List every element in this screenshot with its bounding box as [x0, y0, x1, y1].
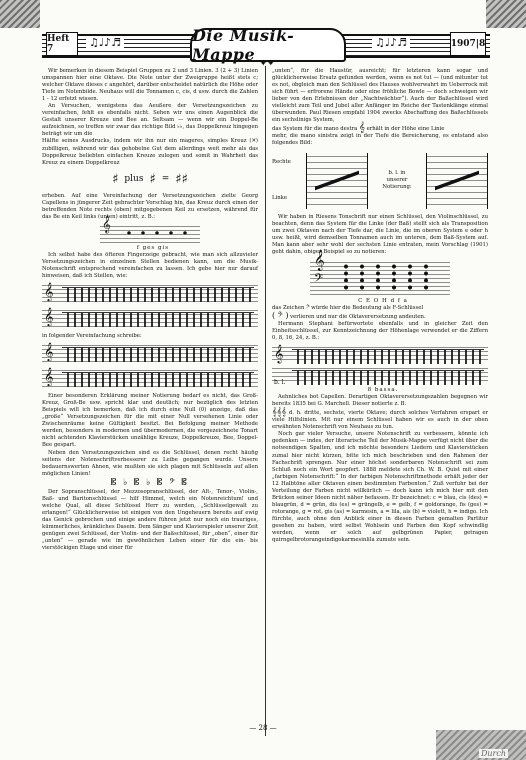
stephani-example [272, 344, 488, 387]
music-staff [42, 283, 258, 305]
page-number: — 28 — [249, 724, 277, 732]
marchell-staff-icon: 𝄞𝄞𝄞 [272, 407, 287, 417]
music-example-simplified [42, 343, 258, 390]
paragraph: mehr, die mano sinistra zeigt in der Tiefe die Bereicherung, es entstand also folgendes Bild: [272, 133, 488, 147]
right-column [272, 68, 488, 544]
treble-clef-icon: 𝄞 [358, 122, 365, 134]
riesen-system-illustration [272, 151, 488, 211]
notes-run [292, 349, 484, 364]
treble-clef-icon: 𝄞 [274, 344, 284, 364]
music-staff [42, 343, 258, 365]
paragraph: Hälfte seines Ausdrucks, indem wir ihn nur ein mageres, simples Kreuz (✕) zubilligen, während wir das gehobelne Gut dem allerdings weit mehr als das Doppelkreuz beliebten einfachen Kreuze zulegen und somit in Wahrheit das Kreuz zu einem Doppelkreuz [42, 138, 258, 166]
formula-part: = [161, 174, 170, 185]
staff-caption: C E O H d f a [358, 297, 408, 304]
paragraph [272, 408, 488, 431]
paragraph: Aehnliches bot Capellen. Derartigen Oktaverersetzungszahlen begegnen wir bereits 1835 bei G. Marchell. Dieser notierte z. B. [272, 394, 488, 408]
bracket-icon: ( 𝄢 ) [272, 310, 289, 320]
paragraph: erheben. Auf eine Vereinfachung der Versetzungszeichen zielte Georg Capellens in jüngerer Zeit gebrachter Vorschlag hin, das Kreuz durch einen der betreffenden Note rechts (oben) mitgegebenen Keil zu ersetzen, während für das Be ein Keil links (unten) eintritt, z. B.: [42, 192, 258, 220]
staff-caption: f ges gis [136, 244, 170, 251]
notes-run [62, 372, 254, 387]
scan-corner-bottom-right [436, 730, 526, 760]
formula-part: ♯♯ [175, 172, 188, 188]
formula-part: ♯ [149, 172, 156, 188]
inline-text: das System für die mano destra [272, 126, 358, 133]
music-staff [272, 366, 488, 387]
paragraph: An Versuchen, wenigstens das Aeußere der Versetzungszeichen zu vereinfachen, fehlt es ebenfalls nicht. Sehen wir uns einen Augenblick die Gestalt unserer Kreuze und Bee an. Seltsam — wenn wir ein Doppel-Be aufzeichnen, so treffen wir zwar das richtige Bild ♭♭, das Doppelkreuz hingegen beträgt wir um die [42, 103, 258, 138]
paragraph: Noch gar vieler Versuche, unsere Notenschrift zu verbessern, könnte ich gedenken — indes, der literarische Teil der Musik-Mappe verfügt nicht über die notwendigen Spalten, und ich möchte besonders Liedern und Klavierstücken zumal hier nicht kürzen, bitte ich mich beschrieben und den Rahmen der Fachschrift sprengen. Nur einer höchst sonderbaren Notenschrift sei zum Schluß noch ein Wort geopfert. 1888 meldete sich Ch. W. B. Quist mit einer „farbigen Notenschrift:“ In der farbigen Notenschriftmethode erhält jeder der 12 Halbtöne aller Oktaven einen bestimmten Farbenton.“ Zuß verfuhr bei der Verteilung der Farben nicht willkürlich — doch kann ich mich hier mit den Brücken seiner Ideen nicht näher befassen. Er bezeichnet: c = blau, cis (des) = blaugrün, d = grün, dis (es) = grüngelb, e = gelb, f = goldorange, fis (ges) = rotorange, g = rot, gis (as) = karmesin, a = lila, ais (b) = violett, h = indigo. Ich fürchte, auch ohne den Anblick einer in diesen Farben gemalten Partitur gesehen zu haben, wird selbst Wohlsein und Farben den Kopf schwindlig werden, wenn er solch auf gelbgrünen Papier, getragen quirngelbrotorangeindigokarmesinlila zumute sein. [272, 431, 488, 544]
paragraph: Einer besonderen Erklärung meiner Notierung bedarf es nicht, das Groß-Kreuz, Groß-Be usw. spricht klar und deutlich; nur bezüglich des letzten Beispiels will ich bemerken, daß ich durch eine Null (0) anzeige, daß das „große“ Versetzungszeichen für die mit einer Null versehenen Linie oder Zwischenräume keine Gültigkeit besitzt. Bei Befolgung meiner Methode werden, besonders in modernen und übermodernen, die vorgezeichnete Tonart nicht achtenden Klavierstücken unzählige Kreuze, Doppelkreuze, Bee, Doppel-Bee gespart. [42, 393, 258, 449]
treble-clef-icon: 𝄞 [102, 214, 111, 233]
year-label: 1907|8 [450, 32, 486, 56]
ornament-icon: ✦✦ [259, 59, 275, 69]
six-line-system [306, 153, 368, 209]
paragraph: Neben den Versetzungszeichen sind es die Schlüssel, denen recht häufig seitens der Notenschriftverbesserer zu Leibe gegangen wurde. Unsere bedauernswerten Ahnen, wie mußten sie sich plagen mit Schlüsseln auf allen möglichen Linien! [42, 449, 258, 477]
staff-caption: 8 bassa. [367, 387, 399, 394]
music-staff-example [100, 214, 200, 243]
note-dots [338, 263, 440, 291]
treble-clef-icon: 𝄞 [314, 249, 325, 271]
scan-corner-right [486, 0, 526, 28]
paragraph: Hermann Stephani befürwortete ebenfalls und in gleicher Zeit den Einheitsschlüssel, zur Kenntzeichnung der Höhenlage verwendet er die Ziffern 0, 8, 16, 24, z. B.: [272, 320, 488, 342]
inline-text: d. h. dritte, sechste, vierte Oktave; durch solches Verfahren erspart er viele Hilfslinien. Mit nur einem Schlüssel haben wir es auch in der oben erwähnten Notenschrift von Neuhaus zu tun. [272, 410, 488, 431]
label-rechte: Rechte [272, 159, 291, 166]
paragraph: „unten“, für die Haustür, ausreicht; für letzteren kann sogar und glücklicherweise Ersatz gefunden werden, wenn es not tut — (und mitunter tut es not, obgleich man den Schlüssel des Hauses wohlverwahrt im Ueberrock mit sich führt — erfrorene Hände oder eine fröhliche Bowle — doch schweigen wir lieber von den Erlebnissen der „Nachtwächter“). Auch der Baßschlüssel wird vielleicht zum Teil und Jubel aller Anfänger im Reiche der Tastenklänge einmal überwunden. Paul Riesen empfahl 1904 zwecks Abschaffung des Baßschlüssels ein sechslinigs System, [272, 68, 488, 124]
treble-clef-icon: 𝄞 [44, 367, 54, 387]
music-staff [42, 308, 258, 330]
standard-system [426, 153, 488, 209]
header-notes-right: ♫♩♪♬ [372, 36, 410, 49]
paragraph: das Zeichen 𝄢 würde hier die Bedeutung als F-Schlüssel [272, 304, 424, 311]
label: b. l. [274, 379, 286, 387]
music-example-grand-staff [42, 283, 258, 330]
formula-part: plus [124, 174, 144, 185]
notes-run [292, 370, 484, 385]
corner-text: Durch [480, 749, 506, 758]
left-column [42, 68, 258, 552]
paragraph [272, 312, 488, 321]
paragraph [272, 124, 488, 133]
clef-examples: 𝄡 ♭ 𝄡 ♭ 𝄡 𝄢 𝄡 [111, 477, 189, 488]
illus-labels [272, 159, 294, 201]
notes-run [62, 312, 254, 327]
column-divider [265, 66, 266, 736]
bass-clef-icon: 𝄢 [314, 271, 324, 288]
music-staff-example [310, 249, 450, 295]
treble-clef-icon: 𝄞 [44, 282, 54, 302]
treble-clef-icon: 𝄞 [44, 342, 54, 362]
header-notes-left: ♫♩♪♬ [86, 36, 124, 49]
music-staff [42, 368, 258, 390]
inline-text: verlieren und nur die Oktaverersetzung andeuten. [290, 313, 426, 320]
paragraph: Ich selbst habe des öfteren Fingerzeige gebracht, wie man sich allzuvieler Versetzungszeichen in einzelnen Stellen bedienen kann, um die Musik-Notenschrift entsprechend vereinfachen zu lassen. Ich gebe hier nur darauf hinweisen, daß ich Stellen, wie: [42, 251, 258, 280]
paragraph: Wir bemerken in diesem Beispiel Gruppen zu 2 und 3 Linien. 3 (2 + 3) Linien umspannen hier eine Oktave. Die Note unter der Zweigruppe heißt stets c; welcher Oktave dieses c angehört, darüber entscheidet natürlich die Höhe oder Tiefe im Notenbilde. Neuhaus will die Tonnamen c, cis, d usw. durch die Zahlen 1 - 12 erfetzt wissen. [42, 68, 258, 103]
treble-clef-icon: 𝄞 [44, 307, 54, 327]
sharp-formula [42, 169, 258, 191]
issue-label: Heft 7 [46, 32, 78, 56]
notes-run [62, 287, 254, 302]
note-dots [122, 230, 194, 236]
music-staff [272, 345, 488, 363]
inline-text: erhält in der Höhe eine Linie [366, 126, 445, 133]
formula-part: ♯ [112, 172, 119, 188]
paragraph: Der Sopranschlüssel, der Mezzosopranschlüssel, der Alt-, Tenor-, Violin-, Baß- und Baritonschlüssel — hilf Himmel, welch ein Notenreichtum! und welche Qual, all diese Schlüssel Herr zu werden, „Schlüsselgewalt zu erlangen!“ Glücklicherweise ist einigen von den Ungeheuern bereits auf ewig das Genick gebrochen und einige andere führen jetzt nur noch ein trauriges, kümmerliches, kränkliches Dasein. Dem Sänger und Klavierspieler unserer Zeit genügen zwei Schlüssel, der Violin- und der Baßschlüssel, für „oben“, einer für „unten“ — gerade wie im gewöhnlichen Leben einer für die ein- bis vierstöckigen Etage und einer für [42, 488, 258, 552]
page-title: Die Musik-Mappe [190, 28, 346, 62]
illus-mid-label: b. l. in unserer Notierung: [382, 169, 412, 191]
paragraph: in folgender Vereinfachung schreibe: [42, 333, 142, 340]
label-linke: Linke [272, 194, 287, 201]
notes-run [62, 347, 254, 362]
paragraph: Wir haben in Riesens Tonschrift nur einen Schlüssel, den Violinschlüssel, zu beachten, denn das System für die Linke (der Baß) stellt sich als Transposition um zwei Oktaven nach der Tiefe dar, die Linie, die im oberen System e oder h usw. heißt, wird demselben Tonnamen auch im unteren, dem Baß-System auf. Man kann aber sehr wohl der sechsten Linie entraten, mein Vorschlag (1901) geht dahin, obiges Beispiel so zu notieren: [272, 213, 488, 255]
page-header [42, 26, 490, 69]
scan-corner-left [0, 0, 40, 28]
